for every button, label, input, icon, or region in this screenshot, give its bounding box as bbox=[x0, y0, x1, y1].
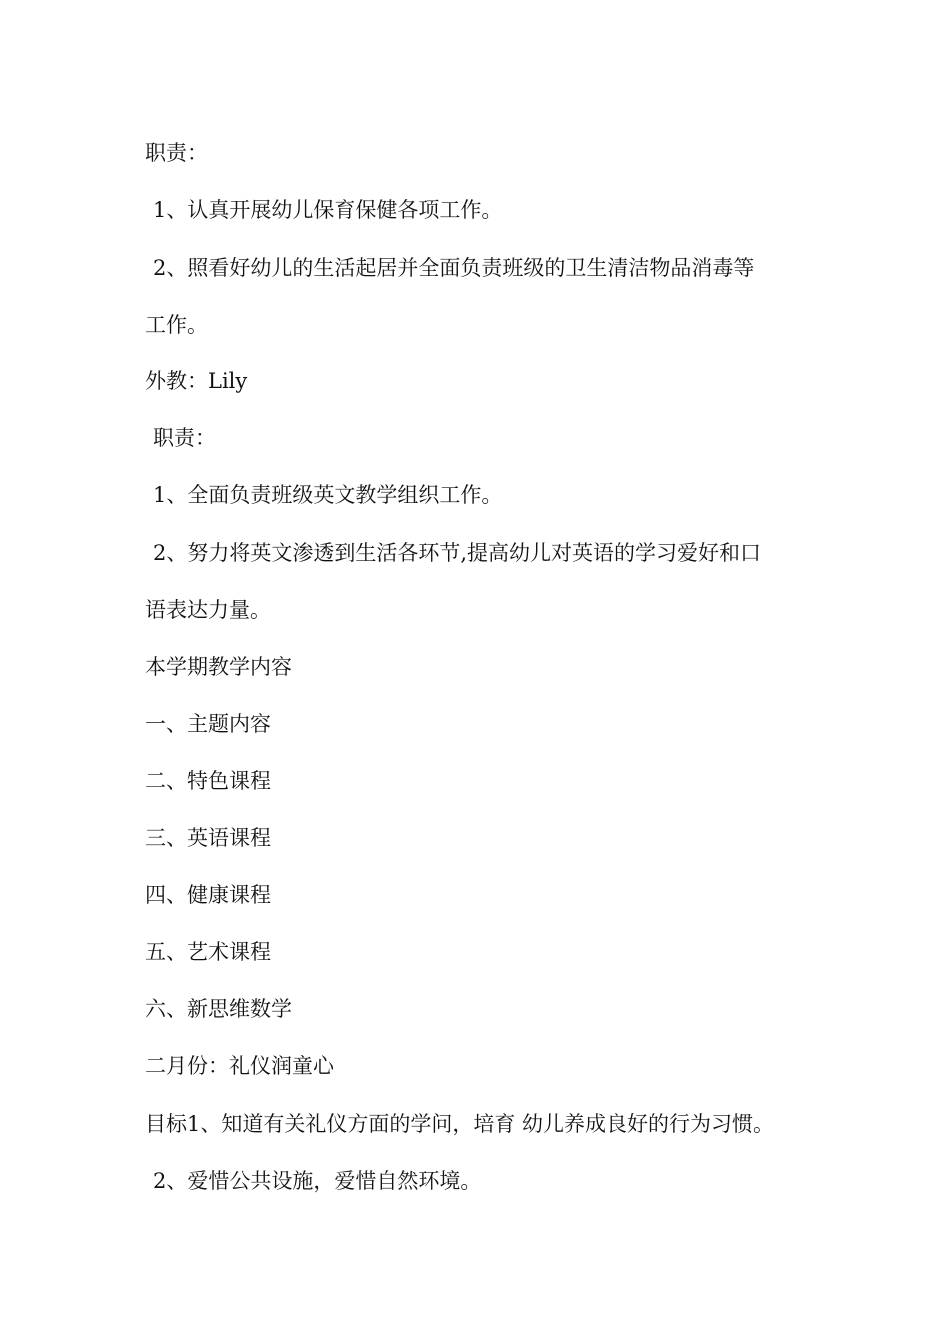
text-line-english-duty-1: 1、全面负责班级英文教学组织工作。 bbox=[153, 483, 503, 507]
text-line-duties-heading-1: 职责： bbox=[145, 141, 208, 165]
text-line-goal-1: 目标1、知道有关礼仪方面的学问，培育 幼儿养成良好的行为习惯。 bbox=[145, 1112, 775, 1136]
text-line-course-1: 一、主题内容 bbox=[145, 712, 271, 736]
text-line-february-theme: 二月份：礼仪润童心 bbox=[145, 1054, 334, 1078]
text-line-course-2: 二、特色课程 bbox=[145, 769, 271, 793]
text-line-course-4: 四、健康课程 bbox=[145, 883, 271, 907]
text-line-english-duty-2-continued: 语表达力量。 bbox=[145, 598, 271, 622]
text-line-duty-2: 2、照看好幼儿的生活起居并全面负责班级的卫生清洁物品消毒等 bbox=[153, 256, 755, 280]
text-line-duties-heading-2: 职责： bbox=[153, 426, 216, 450]
text-line-goal-2: 2、爱惜公共设施，爱惜自然环境。 bbox=[153, 1169, 482, 1193]
text-line-duty-2-continued: 工作。 bbox=[145, 313, 208, 337]
text-line-course-5: 五、艺术课程 bbox=[145, 940, 271, 964]
text-line-course-6: 六、新思维数学 bbox=[145, 997, 292, 1021]
text-line-semester-content: 本学期教学内容 bbox=[145, 655, 292, 679]
text-line-foreign-teacher: 外教：Lily bbox=[145, 369, 248, 393]
text-line-duty-1: 1、认真开展幼儿保育保健各项工作。 bbox=[153, 198, 503, 222]
text-line-course-3: 三、英语课程 bbox=[145, 826, 271, 850]
text-line-english-duty-2: 2、努力将英文渗透到生活各环节,提高幼儿对英语的学习爱好和口 bbox=[153, 541, 762, 565]
